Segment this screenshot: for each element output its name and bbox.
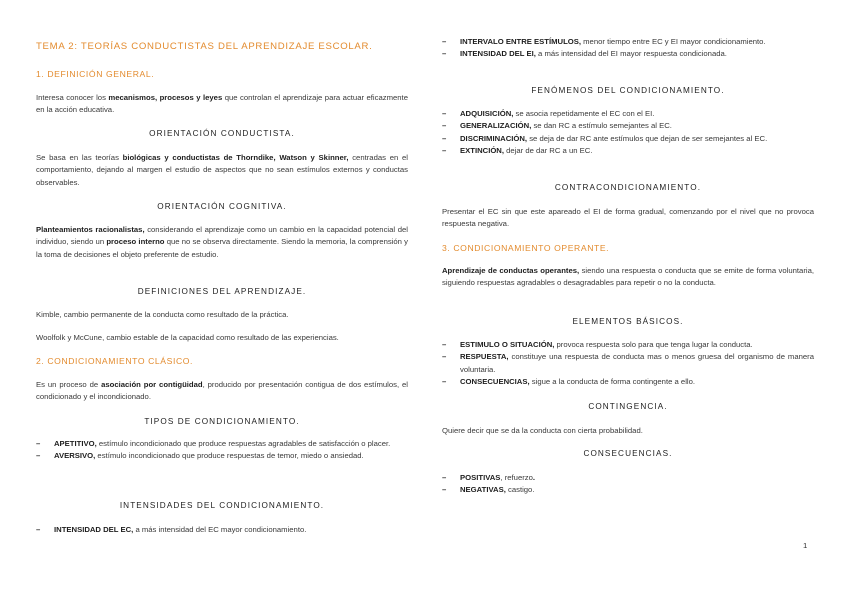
paragraph-operante: Aprendizaje de conductas operantes, siendo una respuesta o conducta que se emite de forma voluntaria, siguiendo respuestas agradables o desagradables para repetir o no la conducta. [442, 266, 814, 288]
list-tipos [36, 438, 408, 463]
document-title: TEMA 2: TEORÍAS CONDUCTISTAS DEL APRENDIZAJE ESCOLAR. [36, 41, 373, 52]
list-item: – AVERSIVO, estímulo incondicionado que produce respuestas de temor, miedo o ansiedad. [36, 451, 364, 461]
heading-contingencia: CONTINGENCIA. [588, 402, 668, 411]
paragraph-clasico: Es un proceso de asociación por contigüidad, producido por presentación contigua de dos estímulos, el condicionado y el incondicionado. [36, 380, 408, 402]
list-item: – INTENSIDAD DEL EI, a más intensidad del EI mayor respuesta condicionada. [442, 49, 727, 59]
heading-definiciones: DEFINICIONES DEL APRENDIZAJE. [137, 287, 307, 296]
page-number: 1 [803, 541, 808, 550]
paragraph-contracondicionamiento: Presentar el EC sin que este apareado el EI de forma gradual, comenzando por el nivel que no provoca respuesta negativa. [442, 207, 814, 229]
list-item: – INTERVALO ENTRE ESTÍMULOS, menor tiempo entre EC y EI mayor condicionamiento. [442, 37, 766, 46]
list-item: – CONSECUENCIAS, sigue a la conducta de forma contingente a ello. [442, 376, 696, 386]
list-item: – EXTINCIÓN, dejar de dar RC a un EC. [442, 145, 593, 155]
paragraph-definicion: Interesa conocer los mecanismos, procesos y leyes que controlan el aprendizaje para actuar eficazmente en la acción educativa. [36, 93, 408, 115]
list-consecuencias [442, 472, 814, 497]
list-fenomenos [442, 108, 814, 157]
list-item: – NEGATIVAS, castigo. [442, 485, 535, 495]
heading-intensidades: INTENSIDADES DEL CONDICIONAMIENTO. [119, 501, 325, 510]
list-item: – APETITIVO, estímulo incondicionado que produce respuestas agradables de satisfacción o placer. [36, 439, 391, 448]
list-elementos [442, 339, 814, 388]
list-item: – POSITIVAS, refuerzo. [442, 473, 536, 482]
heading-elementos: ELEMENTOS BÁSICOS. [572, 317, 684, 326]
list-item: – ADQUISICIÓN, se asocia repetidamente el EC con el EI. [442, 109, 655, 118]
section-3-heading: 3. CONDICIONAMIENTO OPERANTE. [442, 243, 610, 253]
paragraph-cognitiva: Planteamientos racionalistas, considerando el aprendizaje como un cambio en la capacidad potencial del individuo, siendo un proceso interno que no se observa directamente. Siendo la memoria, la comprensión y la toma de decisiones el objeto preferente de estudio. [36, 225, 408, 259]
paragraph-conductista: Se basa en las teorías biológicas y conductistas de Thorndike, Watson y Skinner, centradas en el comportamiento, dejando al margen el estudio de aspectos que no sean estímulos externos y conductas observables. [36, 153, 408, 187]
list-intensidades [36, 524, 408, 536]
paragraph-contingencia: Quiere decir que se da la conducta con cierta probabilidad. [442, 426, 643, 435]
list-item: – RESPUESTA, constituye una respuesta de conducta mas o menos gruesa del organismo de manera voluntaria. [442, 352, 814, 374]
heading-orientacion-cognitiva: ORIENTACIÓN COGNITIVA. [157, 202, 287, 211]
paragraph-kimble: Kimble, cambio permanente de la conducta como resultado de la práctica. [36, 310, 289, 319]
list-intensidades-cont [442, 36, 814, 61]
heading-orientacion-conductista: ORIENTACIÓN CONDUCTISTA. [149, 129, 295, 138]
list-item: – GENERALIZACIÓN, se dan RC a estímulo semejantes al EC. [442, 121, 672, 131]
list-item: – DISCRIMINACIÓN, se deja de dar RC ante estímulos que dejan de ser semejantes al EC. [442, 133, 768, 143]
heading-tipos: TIPOS DE CONDICIONAMIENTO. [144, 417, 300, 426]
heading-fenomenos: FENÓMENOS DEL CONDICIONAMIENTO. [531, 86, 725, 95]
list-item: – INTENSIDAD DEL EC, a más intensidad del EC mayor condicionamiento. [36, 525, 307, 534]
heading-consecuencias: CONSECUENCIAS. [583, 449, 673, 458]
section-2-heading: 2. CONDICIONAMIENTO CLÁSICO. [36, 356, 194, 366]
list-item: – ESTIMULO O SITUACIÓN, provoca respuesta solo para que tenga lugar la conducta. [442, 340, 753, 349]
paragraph-woolfolk: Woolfolk y McCune, cambio estable de la capacidad como resultado de las experiencias. [36, 333, 339, 342]
section-1-heading: 1. DEFINICIÓN GENERAL. [36, 69, 155, 79]
heading-contracondicionamiento: CONTRACONDICIONAMIENTO. [554, 183, 702, 192]
